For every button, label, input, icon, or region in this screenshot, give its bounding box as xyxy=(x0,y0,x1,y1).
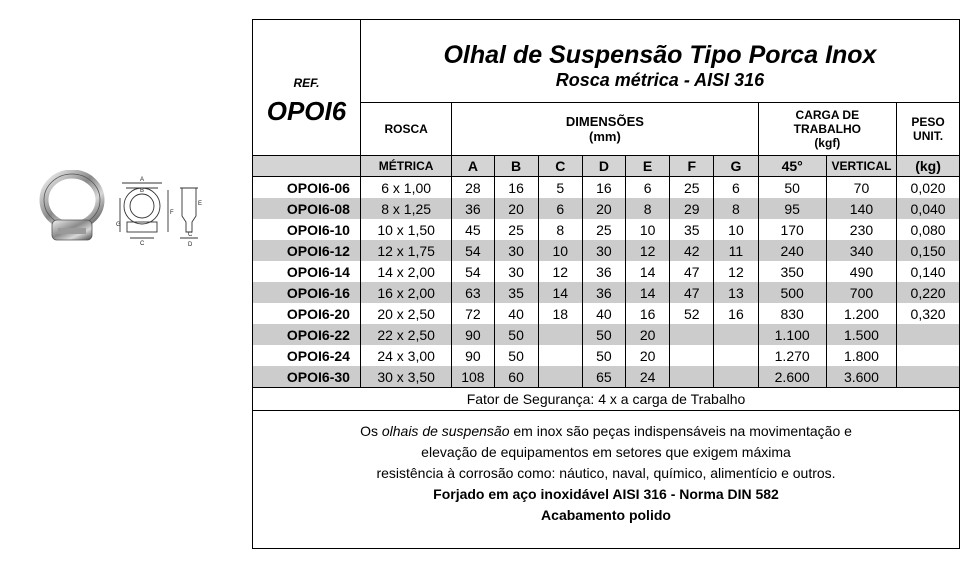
subheader-kg: (kg) xyxy=(897,156,959,177)
cell-g: 16 xyxy=(714,303,758,324)
header-dimensoes-unit: (mm) xyxy=(589,129,621,144)
cell-c45: 1.270 xyxy=(758,345,826,366)
cell-f xyxy=(670,324,714,345)
cell-vert: 70 xyxy=(826,177,896,199)
dim-label-e: E xyxy=(198,201,203,207)
safety-note: Fator de Segurança: 4 x a carga de Trabalho xyxy=(253,388,959,411)
cell-peso: 0,150 xyxy=(897,240,959,261)
cell-g xyxy=(714,345,758,366)
cell-d: 65 xyxy=(582,366,625,388)
cell-peso: 0,020 xyxy=(897,177,959,199)
product-image xyxy=(30,170,245,250)
cell-c xyxy=(538,345,582,366)
header-dimensoes xyxy=(452,103,758,156)
cell-f xyxy=(670,366,714,388)
description-line-2: elevação de equipamentos em setores que exigem máxima xyxy=(421,444,791,460)
cell-b: 20 xyxy=(494,198,538,219)
description-line-4: Forjado em aço inoxidável AISI 316 - Norma DIN 582 xyxy=(433,486,779,502)
subheader-blank xyxy=(253,156,360,177)
header-carga-line3: (kgf) xyxy=(814,136,841,150)
cell-c45: 170 xyxy=(758,219,826,240)
subheader-vertical: VERTICAL xyxy=(826,156,896,177)
cell-vert: 1.800 xyxy=(826,345,896,366)
cell-peso xyxy=(897,345,959,366)
table-row xyxy=(253,345,959,366)
cell-f: 29 xyxy=(670,198,714,219)
cell-peso: 0,320 xyxy=(897,303,959,324)
cell-c45: 95 xyxy=(758,198,826,219)
header-carga-line1: CARGA DE xyxy=(795,108,860,122)
ref-label: REF. xyxy=(293,76,320,90)
cell-e: 16 xyxy=(626,303,670,324)
cell-d: 36 xyxy=(582,261,625,282)
cell-c45: 830 xyxy=(758,303,826,324)
cell-c: 14 xyxy=(538,282,582,303)
cell-g: 8 xyxy=(714,198,758,219)
cell-a: 108 xyxy=(452,366,494,388)
cell-d: 25 xyxy=(582,219,625,240)
header-dimensoes-label: DIMENSÕES xyxy=(565,114,644,129)
subheader-row xyxy=(253,156,959,177)
table-row xyxy=(253,282,959,303)
cell-e: 24 xyxy=(626,366,670,388)
table-row xyxy=(253,177,959,199)
cell-code: OPOI6-22 xyxy=(253,324,360,345)
table-row xyxy=(253,219,959,240)
description-text-em: olhais de suspensão xyxy=(381,423,510,439)
cell-d: 30 xyxy=(582,240,625,261)
table-row xyxy=(253,366,959,388)
cell-code: OPOI6-06 xyxy=(253,177,360,199)
dim-label-b: B xyxy=(140,188,145,194)
subheader-e: E xyxy=(626,156,670,177)
cell-code: OPOI6-30 xyxy=(253,366,360,388)
cell-g: 12 xyxy=(714,261,758,282)
description xyxy=(253,411,959,526)
cell-a: 90 xyxy=(452,324,494,345)
cell-b: 50 xyxy=(494,345,538,366)
cell-b: 35 xyxy=(494,282,538,303)
cell-vert: 230 xyxy=(826,219,896,240)
cell-vert: 140 xyxy=(826,198,896,219)
subheader-metrica: MÉTRICA xyxy=(360,156,451,177)
dim-label-c: C xyxy=(188,232,193,238)
dim-label-g: G xyxy=(116,222,121,228)
cell-peso: 0,140 xyxy=(897,261,959,282)
cell-e: 12 xyxy=(626,240,670,261)
cell-vert: 3.600 xyxy=(826,366,896,388)
cell-c45: 240 xyxy=(758,240,826,261)
subheader-d: D xyxy=(582,156,625,177)
cell-peso: 0,040 xyxy=(897,198,959,219)
spec-table xyxy=(253,20,959,388)
table-row xyxy=(253,261,959,282)
description-text-pre: Os xyxy=(360,423,382,439)
cell-f: 52 xyxy=(670,303,714,324)
cell-a: 90 xyxy=(452,345,494,366)
cell-g: 13 xyxy=(714,282,758,303)
description-text-post: em inox são peças indispensáveis na movimentação e xyxy=(509,423,852,439)
header-peso-line2: UNIT. xyxy=(913,129,944,143)
ref-cell xyxy=(253,20,360,156)
cell-vert: 490 xyxy=(826,261,896,282)
description-line-5: Acabamento polido xyxy=(541,507,671,523)
cell-rosca: 16 x 2,00 xyxy=(360,282,451,303)
cell-e: 6 xyxy=(626,177,670,199)
cell-g xyxy=(714,366,758,388)
table-row xyxy=(253,240,959,261)
subheader-a: A xyxy=(452,156,494,177)
cell-d: 40 xyxy=(582,303,625,324)
cell-e: 14 xyxy=(626,261,670,282)
cell-vert: 1.500 xyxy=(826,324,896,345)
cell-vert: 340 xyxy=(826,240,896,261)
cell-e: 20 xyxy=(626,345,670,366)
cell-b: 30 xyxy=(494,261,538,282)
cell-c45: 350 xyxy=(758,261,826,282)
cell-c xyxy=(538,324,582,345)
cell-c45: 1.100 xyxy=(758,324,826,345)
cell-e: 20 xyxy=(626,324,670,345)
cell-b: 16 xyxy=(494,177,538,199)
cell-vert: 700 xyxy=(826,282,896,303)
cell-code: OPOI6-24 xyxy=(253,345,360,366)
cell-f: 42 xyxy=(670,240,714,261)
cell-g: 11 xyxy=(714,240,758,261)
cell-e: 14 xyxy=(626,282,670,303)
cell-c xyxy=(538,366,582,388)
cell-d: 50 xyxy=(582,345,625,366)
subheader-g: G xyxy=(714,156,758,177)
cell-rosca: 24 x 3,00 xyxy=(360,345,451,366)
cell-f: 35 xyxy=(670,219,714,240)
subheader-c: C xyxy=(538,156,582,177)
cell-b: 25 xyxy=(494,219,538,240)
cell-b: 40 xyxy=(494,303,538,324)
cell-code: OPOI6-12 xyxy=(253,240,360,261)
cell-rosca: 22 x 2,50 xyxy=(360,324,451,345)
cell-c45: 500 xyxy=(758,282,826,303)
dim-label-a: A xyxy=(140,177,145,183)
cell-code: OPOI6-10 xyxy=(253,219,360,240)
header-carga xyxy=(758,103,897,156)
cell-rosca: 12 x 1,75 xyxy=(360,240,451,261)
cell-peso xyxy=(897,324,959,345)
cell-g: 6 xyxy=(714,177,758,199)
header-rosca: ROSCA xyxy=(360,103,451,156)
cell-b: 50 xyxy=(494,324,538,345)
cell-d: 50 xyxy=(582,324,625,345)
cell-rosca: 30 x 3,50 xyxy=(360,366,451,388)
cell-c45: 50 xyxy=(758,177,826,199)
cell-code: OPOI6-16 xyxy=(253,282,360,303)
table-row xyxy=(253,324,959,345)
cell-c: 18 xyxy=(538,303,582,324)
cell-f: 25 xyxy=(670,177,714,199)
cell-c: 10 xyxy=(538,240,582,261)
dim-label-d: D xyxy=(188,242,193,248)
cell-a: 28 xyxy=(452,177,494,199)
cell-vert: 1.200 xyxy=(826,303,896,324)
eye-nut-technical-drawing xyxy=(120,183,198,238)
cell-c45: 2.600 xyxy=(758,366,826,388)
cell-a: 63 xyxy=(452,282,494,303)
cell-f: 47 xyxy=(670,282,714,303)
cell-b: 30 xyxy=(494,240,538,261)
cell-e: 8 xyxy=(626,198,670,219)
cell-f xyxy=(670,345,714,366)
cell-peso: 0,080 xyxy=(897,219,959,240)
description-line-1 xyxy=(253,421,959,442)
cell-rosca: 6 x 1,00 xyxy=(360,177,451,199)
table-body xyxy=(253,177,959,388)
header-peso-line1: PESO xyxy=(911,115,945,129)
ref-code: OPOI6 xyxy=(266,96,347,126)
table-row xyxy=(253,198,959,219)
cell-rosca: 8 x 1,25 xyxy=(360,198,451,219)
cell-e: 10 xyxy=(626,219,670,240)
cell-c: 12 xyxy=(538,261,582,282)
dim-label-f: F xyxy=(170,210,174,216)
cell-a: 54 xyxy=(452,261,494,282)
table-row xyxy=(253,303,959,324)
cell-code: OPOI6-20 xyxy=(253,303,360,324)
cell-f: 47 xyxy=(670,261,714,282)
cell-code: OPOI6-14 xyxy=(253,261,360,282)
cell-peso xyxy=(897,366,959,388)
description-line-3: resistência à corrosão como: náutico, naval, químico, alimentício e outros. xyxy=(376,465,836,481)
header-carga-line2: TRABALHO xyxy=(793,122,861,136)
cell-a: 72 xyxy=(452,303,494,324)
dim-label-c-main: C xyxy=(140,241,145,247)
cell-d: 20 xyxy=(582,198,625,219)
spec-sheet xyxy=(252,19,960,549)
cell-g: 10 xyxy=(714,219,758,240)
cell-rosca: 14 x 2,00 xyxy=(360,261,451,282)
cell-g xyxy=(714,324,758,345)
cell-a: 36 xyxy=(452,198,494,219)
cell-code: OPOI6-08 xyxy=(253,198,360,219)
subheader-f: F xyxy=(670,156,714,177)
cell-c: 8 xyxy=(538,219,582,240)
cell-a: 54 xyxy=(452,240,494,261)
eye-nut-photo xyxy=(44,174,100,240)
page-title: Olhal de Suspensão Tipo Porca Inox xyxy=(443,41,877,69)
subheader-b: B xyxy=(494,156,538,177)
title-cell xyxy=(360,20,959,103)
cell-d: 16 xyxy=(582,177,625,199)
cell-peso: 0,220 xyxy=(897,282,959,303)
cell-d: 36 xyxy=(582,282,625,303)
cell-c: 5 xyxy=(538,177,582,199)
cell-a: 45 xyxy=(452,219,494,240)
cell-rosca: 10 x 1,50 xyxy=(360,219,451,240)
header-peso xyxy=(897,103,959,156)
cell-rosca: 20 x 2,50 xyxy=(360,303,451,324)
page-subtitle: Rosca métrica - AISI 316 xyxy=(555,70,765,90)
subheader-45: 45° xyxy=(758,156,826,177)
cell-c: 6 xyxy=(538,198,582,219)
cell-b: 60 xyxy=(494,366,538,388)
